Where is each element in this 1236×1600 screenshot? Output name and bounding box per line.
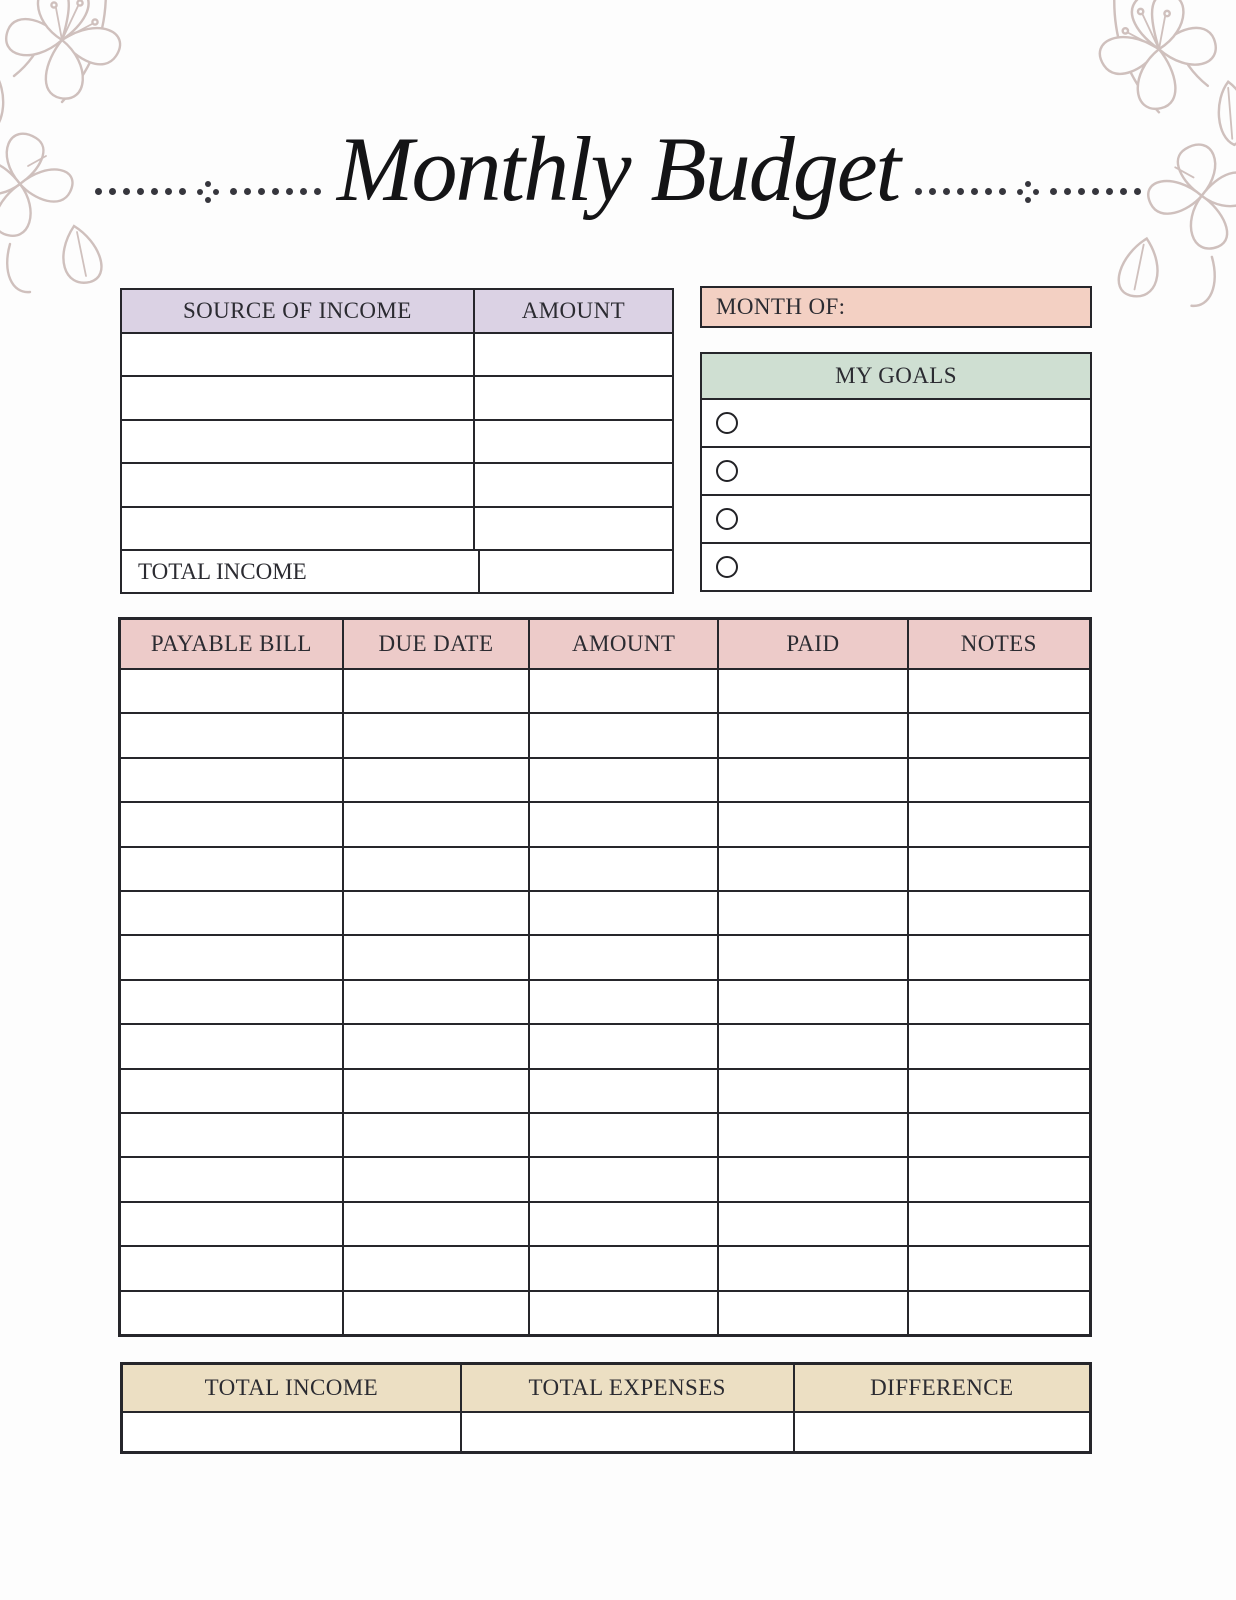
expense-row	[121, 1245, 1089, 1289]
income-cell[interactable]	[122, 377, 473, 418]
expense-row	[121, 1112, 1089, 1156]
expense-cell[interactable]	[121, 670, 342, 712]
expense-row	[121, 668, 1089, 712]
expense-cell[interactable]	[121, 1292, 342, 1334]
ornament-dot	[95, 188, 102, 195]
expense-cell[interactable]	[121, 1158, 342, 1200]
expense-cell[interactable]	[717, 1158, 906, 1200]
ornament-dot	[314, 188, 321, 195]
expense-cell[interactable]	[342, 670, 528, 712]
expense-cell[interactable]	[342, 936, 528, 978]
expense-cell[interactable]	[342, 714, 528, 756]
ornament-dot	[165, 188, 172, 195]
ornament-dot	[258, 188, 265, 195]
ornament-dot	[957, 188, 964, 195]
ornament-dot	[123, 188, 130, 195]
goals-header: MY GOALS	[835, 363, 957, 388]
expense-row	[121, 1290, 1089, 1334]
expense-cell[interactable]	[907, 714, 1089, 756]
summary-header-difference: DIFFERENCE	[793, 1365, 1089, 1411]
ornament-dot	[1078, 188, 1085, 195]
income-cell[interactable]	[473, 377, 672, 418]
diamond-dots-icon	[197, 181, 219, 203]
expense-cell[interactable]	[907, 1158, 1089, 1200]
goal-cell[interactable]	[702, 448, 1090, 494]
expense-cell[interactable]	[907, 848, 1089, 890]
ornament-dot	[272, 188, 279, 195]
expense-cell[interactable]	[121, 892, 342, 934]
income-cell[interactable]	[122, 464, 473, 505]
income-header-row	[122, 290, 672, 332]
expense-cell[interactable]	[121, 1203, 342, 1245]
income-cell[interactable]	[122, 421, 473, 462]
income-cell[interactable]	[473, 421, 672, 462]
expense-cell[interactable]	[717, 1070, 906, 1112]
expense-row	[121, 1156, 1089, 1200]
expense-cell[interactable]	[342, 1203, 528, 1245]
income-total-label: TOTAL INCOME	[138, 558, 307, 584]
expense-cell[interactable]	[342, 1114, 528, 1156]
summary-header-row	[123, 1365, 1089, 1411]
ornament-dot	[230, 188, 237, 195]
expense-cell[interactable]	[528, 759, 717, 801]
expenses-header-paid: PAID	[717, 620, 906, 668]
month-of-label: MONTH OF:	[716, 294, 846, 319]
income-row	[122, 332, 672, 375]
ornament-dot	[943, 188, 950, 195]
expense-cell[interactable]	[907, 892, 1089, 934]
income-cell[interactable]	[122, 508, 473, 549]
expense-cell[interactable]	[121, 714, 342, 756]
expense-cell[interactable]	[717, 1292, 906, 1334]
income-row	[122, 375, 672, 418]
goal-bullet-circle-icon	[716, 556, 738, 578]
expense-cell[interactable]	[342, 1158, 528, 1200]
ornament-dot	[985, 188, 992, 195]
expense-cell[interactable]	[907, 981, 1089, 1023]
expense-cell[interactable]	[342, 1025, 528, 1067]
ornament-dot	[1106, 188, 1113, 195]
expense-cell[interactable]	[342, 1292, 528, 1334]
expense-cell[interactable]	[528, 1158, 717, 1200]
month-of-field[interactable]	[700, 286, 1092, 328]
expenses-header-notes: NOTES	[907, 620, 1089, 668]
expense-cell[interactable]	[717, 1025, 906, 1067]
ornament-dot	[151, 188, 158, 195]
ornament-dot	[915, 188, 922, 195]
page-title: Monthly Budget	[336, 118, 900, 220]
expense-cell[interactable]	[528, 981, 717, 1023]
expense-cell[interactable]	[342, 1247, 528, 1289]
goal-row	[702, 398, 1090, 446]
expense-cell[interactable]	[528, 1292, 717, 1334]
expense-cell[interactable]	[907, 1025, 1089, 1067]
goal-cell[interactable]	[702, 400, 1090, 446]
expense-cell[interactable]	[121, 803, 342, 845]
expense-row	[121, 1201, 1089, 1245]
summary-cell[interactable]	[123, 1413, 460, 1451]
expense-cell[interactable]	[342, 1070, 528, 1112]
expense-cell[interactable]	[121, 936, 342, 978]
expense-cell[interactable]	[907, 759, 1089, 801]
income-total-row	[122, 549, 672, 592]
expense-cell[interactable]	[528, 714, 717, 756]
expenses-header-row	[121, 620, 1089, 668]
expense-cell[interactable]	[121, 759, 342, 801]
income-cell[interactable]	[473, 334, 672, 375]
ornament-dot	[286, 188, 293, 195]
expense-row	[121, 801, 1089, 845]
income-row	[122, 506, 672, 549]
expense-cell[interactable]	[717, 803, 906, 845]
dot-ornament-left	[95, 181, 321, 203]
expense-cell[interactable]	[717, 670, 906, 712]
income-cell[interactable]	[122, 334, 473, 375]
expense-cell[interactable]	[528, 892, 717, 934]
diamond-dots-icon	[1017, 181, 1039, 203]
goal-row	[702, 446, 1090, 494]
ornament-dot	[1092, 188, 1099, 195]
expense-cell[interactable]	[342, 759, 528, 801]
ornament-dot	[1050, 188, 1057, 195]
expense-row	[121, 757, 1089, 801]
ornament-dot	[1120, 188, 1127, 195]
expense-row	[121, 934, 1089, 978]
expense-cell[interactable]	[717, 936, 906, 978]
expense-cell[interactable]	[342, 981, 528, 1023]
goal-cell[interactable]	[702, 496, 1090, 542]
expense-cell[interactable]	[342, 892, 528, 934]
ornament-dot	[109, 188, 116, 195]
income-row	[122, 462, 672, 505]
ornament-dot	[244, 188, 251, 195]
ornament-dot	[300, 188, 307, 195]
page-header	[0, 112, 1236, 227]
expense-cell[interactable]	[121, 848, 342, 890]
ornament-dot	[929, 188, 936, 195]
goals-table	[700, 352, 1092, 592]
income-row	[122, 419, 672, 462]
expense-row	[121, 1023, 1089, 1067]
income-header-source: SOURCE OF INCOME	[182, 298, 412, 323]
expense-cell[interactable]	[121, 1114, 342, 1156]
expense-cell[interactable]	[528, 1114, 717, 1156]
expenses-header-payable-bill: PAYABLE BILL	[150, 631, 312, 656]
expense-row	[121, 712, 1089, 756]
expense-cell[interactable]	[528, 1025, 717, 1067]
expense-cell[interactable]	[717, 1114, 906, 1156]
expense-cell[interactable]	[907, 1203, 1089, 1245]
expense-cell[interactable]	[528, 936, 717, 978]
goal-bullet-circle-icon	[716, 508, 738, 530]
expense-cell[interactable]	[717, 759, 906, 801]
expense-row	[121, 890, 1089, 934]
expense-cell[interactable]	[342, 848, 528, 890]
income-cell[interactable]	[473, 508, 672, 549]
summary-row	[123, 1411, 1089, 1451]
expense-cell[interactable]	[717, 892, 906, 934]
expense-cell[interactable]	[342, 803, 528, 845]
goal-cell[interactable]	[702, 544, 1090, 590]
expense-cell[interactable]	[907, 1070, 1089, 1112]
expense-cell[interactable]	[717, 1203, 906, 1245]
expense-cell[interactable]	[907, 803, 1089, 845]
income-header-amount: AMOUNT	[473, 290, 672, 332]
expense-cell[interactable]	[717, 714, 906, 756]
expense-cell[interactable]	[907, 1114, 1089, 1156]
expense-cell[interactable]	[121, 1025, 342, 1067]
expense-cell[interactable]	[528, 1203, 717, 1245]
expense-cell[interactable]	[717, 848, 906, 890]
expenses-header-amount: AMOUNT	[528, 620, 717, 668]
expense-cell[interactable]	[717, 1247, 906, 1289]
expense-cell[interactable]	[907, 936, 1089, 978]
expense-cell[interactable]	[907, 1292, 1089, 1334]
expense-row	[121, 846, 1089, 890]
expense-cell[interactable]	[528, 803, 717, 845]
goal-bullet-circle-icon	[716, 460, 738, 482]
ornament-dot	[1064, 188, 1071, 195]
expense-cell[interactable]	[121, 1247, 342, 1289]
expense-cell[interactable]	[528, 848, 717, 890]
summary-cell[interactable]	[793, 1413, 1089, 1451]
summary-table	[120, 1362, 1092, 1454]
goal-bullet-circle-icon	[716, 412, 738, 434]
expense-cell[interactable]	[528, 1070, 717, 1112]
summary-cell[interactable]	[460, 1413, 793, 1451]
ornament-dot	[1134, 188, 1141, 195]
expense-cell[interactable]	[528, 1247, 717, 1289]
expense-cell[interactable]	[121, 1070, 342, 1112]
dot-ornament-right	[915, 181, 1141, 203]
expense-cell[interactable]	[528, 670, 717, 712]
expense-cell[interactable]	[717, 981, 906, 1023]
income-cell[interactable]	[473, 464, 672, 505]
goal-row	[702, 494, 1090, 542]
expense-row	[121, 979, 1089, 1023]
expenses-header-due-date: DUE DATE	[342, 620, 528, 668]
income-table	[120, 288, 674, 594]
expense-cell[interactable]	[121, 981, 342, 1023]
expense-cell[interactable]	[907, 670, 1089, 712]
ornament-dot	[137, 188, 144, 195]
ornament-dot	[999, 188, 1006, 195]
summary-header-total-income: TOTAL INCOME	[204, 1375, 379, 1400]
goal-row	[702, 542, 1090, 590]
goals-header-row	[702, 354, 1090, 398]
ornament-dot	[971, 188, 978, 195]
summary-header-total-expenses: TOTAL EXPENSES	[460, 1365, 793, 1411]
ornament-dot	[179, 188, 186, 195]
expenses-table	[118, 617, 1092, 1337]
expense-cell[interactable]	[907, 1247, 1089, 1289]
expense-row	[121, 1068, 1089, 1112]
income-total-value-cell[interactable]	[478, 551, 672, 592]
